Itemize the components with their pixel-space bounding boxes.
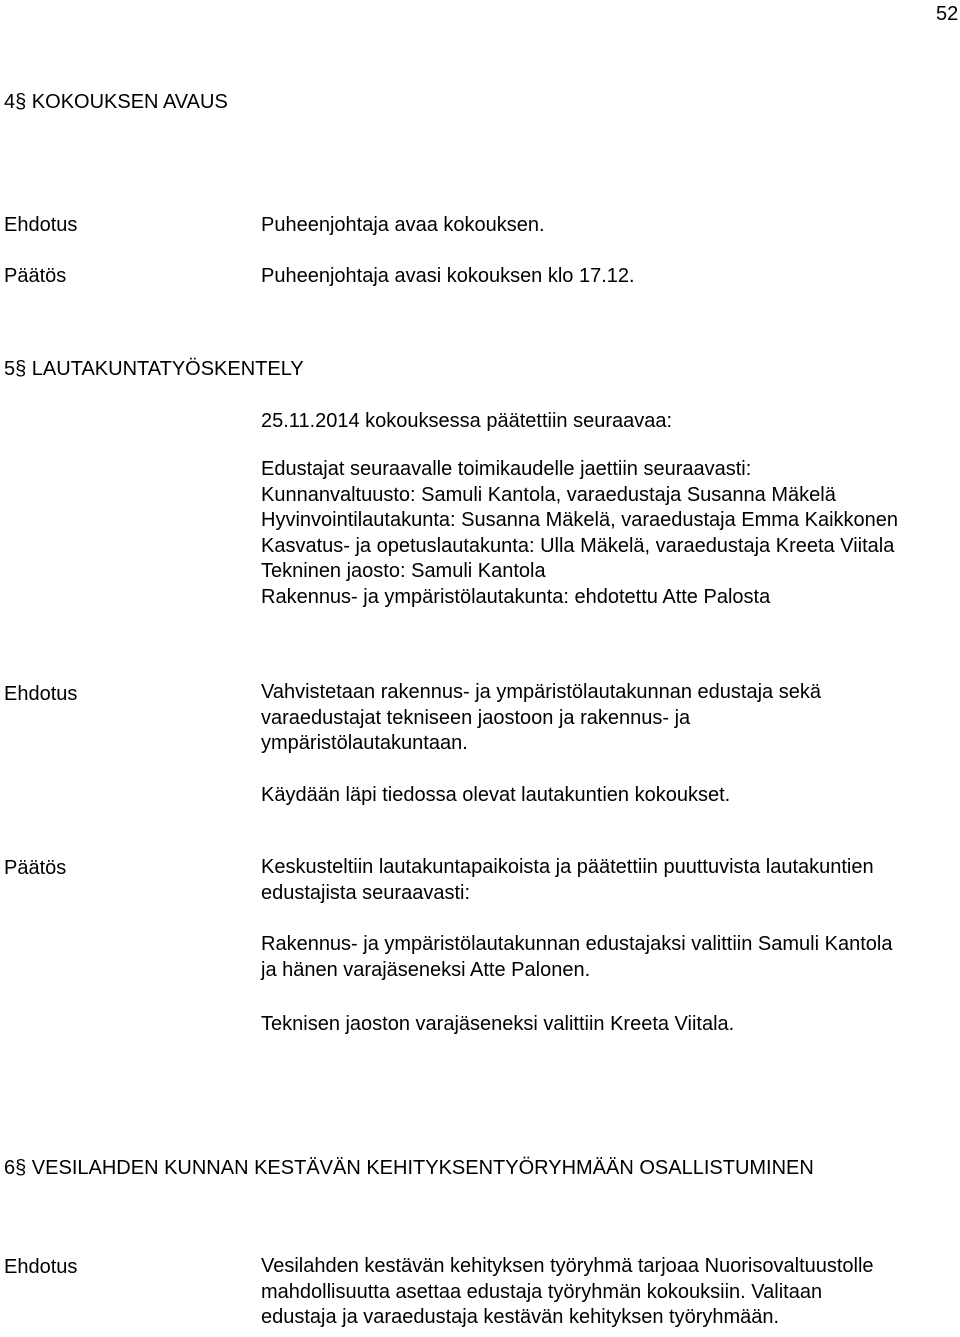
representatives-list xyxy=(261,457,898,611)
proposal-text xyxy=(261,1254,874,1331)
list-item: Hyvinvointilautakunta: Susanna Mäkelä, varaedustaja Emma Kaikkonen xyxy=(261,509,899,532)
paragraph-line: Rakennus- ja ympäristölautakunnan edustajaksi valittiin Samuli Kantola xyxy=(261,933,893,955)
decision-text xyxy=(261,855,874,906)
paragraph-line: ympäristölautakuntaan. xyxy=(261,732,468,755)
list-item: Kunnanvaltuusto: Samuli Kantola, varaedustaja Susanna Mäkelä xyxy=(261,483,836,506)
decision-label: Päätös xyxy=(4,265,67,287)
decision-text-3: Teknisen jaoston varajäseneksi valittiin Kreeta Viitala. xyxy=(261,1013,735,1035)
proposal-text: Puheenjohtaja avaa kokouksen. xyxy=(261,214,545,236)
proposal-extra: Käydään läpi tiedossa olevat lautakuntien kokoukset. xyxy=(261,784,731,806)
paragraph-line: Vesilahden kestävän kehityksen työryhmä tarjoaa Nuorisovaltuustolle xyxy=(261,1255,874,1277)
section-heading-6: 6§ VESILAHDEN KUNNAN KESTÄVÄN KEHITYKSENTYÖRYHMÄÄN OSALLISTUMINEN xyxy=(4,1157,814,1179)
decision-label: Päätös xyxy=(4,857,67,879)
proposal-label: Ehdotus xyxy=(4,683,78,705)
list-item: Rakennus- ja ympäristölautakunta: ehdotettu Atte Palosta xyxy=(261,585,771,608)
section-heading-4: 4§ KOKOUKSEN AVAUS xyxy=(4,91,228,113)
proposal-label: Ehdotus xyxy=(4,214,78,236)
meeting-intro: 25.11.2014 kokouksessa päätettiin seuraavaa: xyxy=(261,410,673,432)
list-item: Tekninen jaosto: Samuli Kantola xyxy=(261,560,546,583)
paragraph-line: mahdollisuutta asettaa edustaja työryhmän kokouksiin. Valitaan xyxy=(261,1280,823,1303)
paragraph-line: varaedustajat tekniseen jaostoon ja rakennus- ja xyxy=(261,706,691,729)
paragraph-line: edustaja ja varaedustaja kestävän kehityksen työryhmään. xyxy=(261,1306,780,1329)
page-number: 52 xyxy=(936,3,959,25)
paragraph-line: Vahvistetaan rakennus- ja ympäristölautakunnan edustaja sekä xyxy=(261,681,821,703)
section-heading-5: 5§ LAUTAKUNTATYÖSKENTELY xyxy=(4,358,304,380)
proposal-label: Ehdotus xyxy=(4,1256,78,1278)
decision-text: Puheenjohtaja avasi kokouksen klo 17.12. xyxy=(261,265,635,287)
list-item: Edustajat seuraavalle toimikaudelle jaettiin seuraavasti: xyxy=(261,458,752,480)
paragraph-line: Keskusteltiin lautakuntapaikoista ja päätettiin puuttuvista lautakuntien xyxy=(261,856,874,878)
paragraph-line: ja hänen varajäseneksi Atte Palonen. xyxy=(261,958,591,981)
list-item: Kasvatus- ja opetuslautakunta: Ulla Mäkelä, varaedustaja Kreeta Viitala xyxy=(261,534,895,557)
proposal-text xyxy=(261,680,821,757)
paragraph-line: edustajista seuraavasti: xyxy=(261,881,471,904)
decision-text-2 xyxy=(261,932,892,983)
